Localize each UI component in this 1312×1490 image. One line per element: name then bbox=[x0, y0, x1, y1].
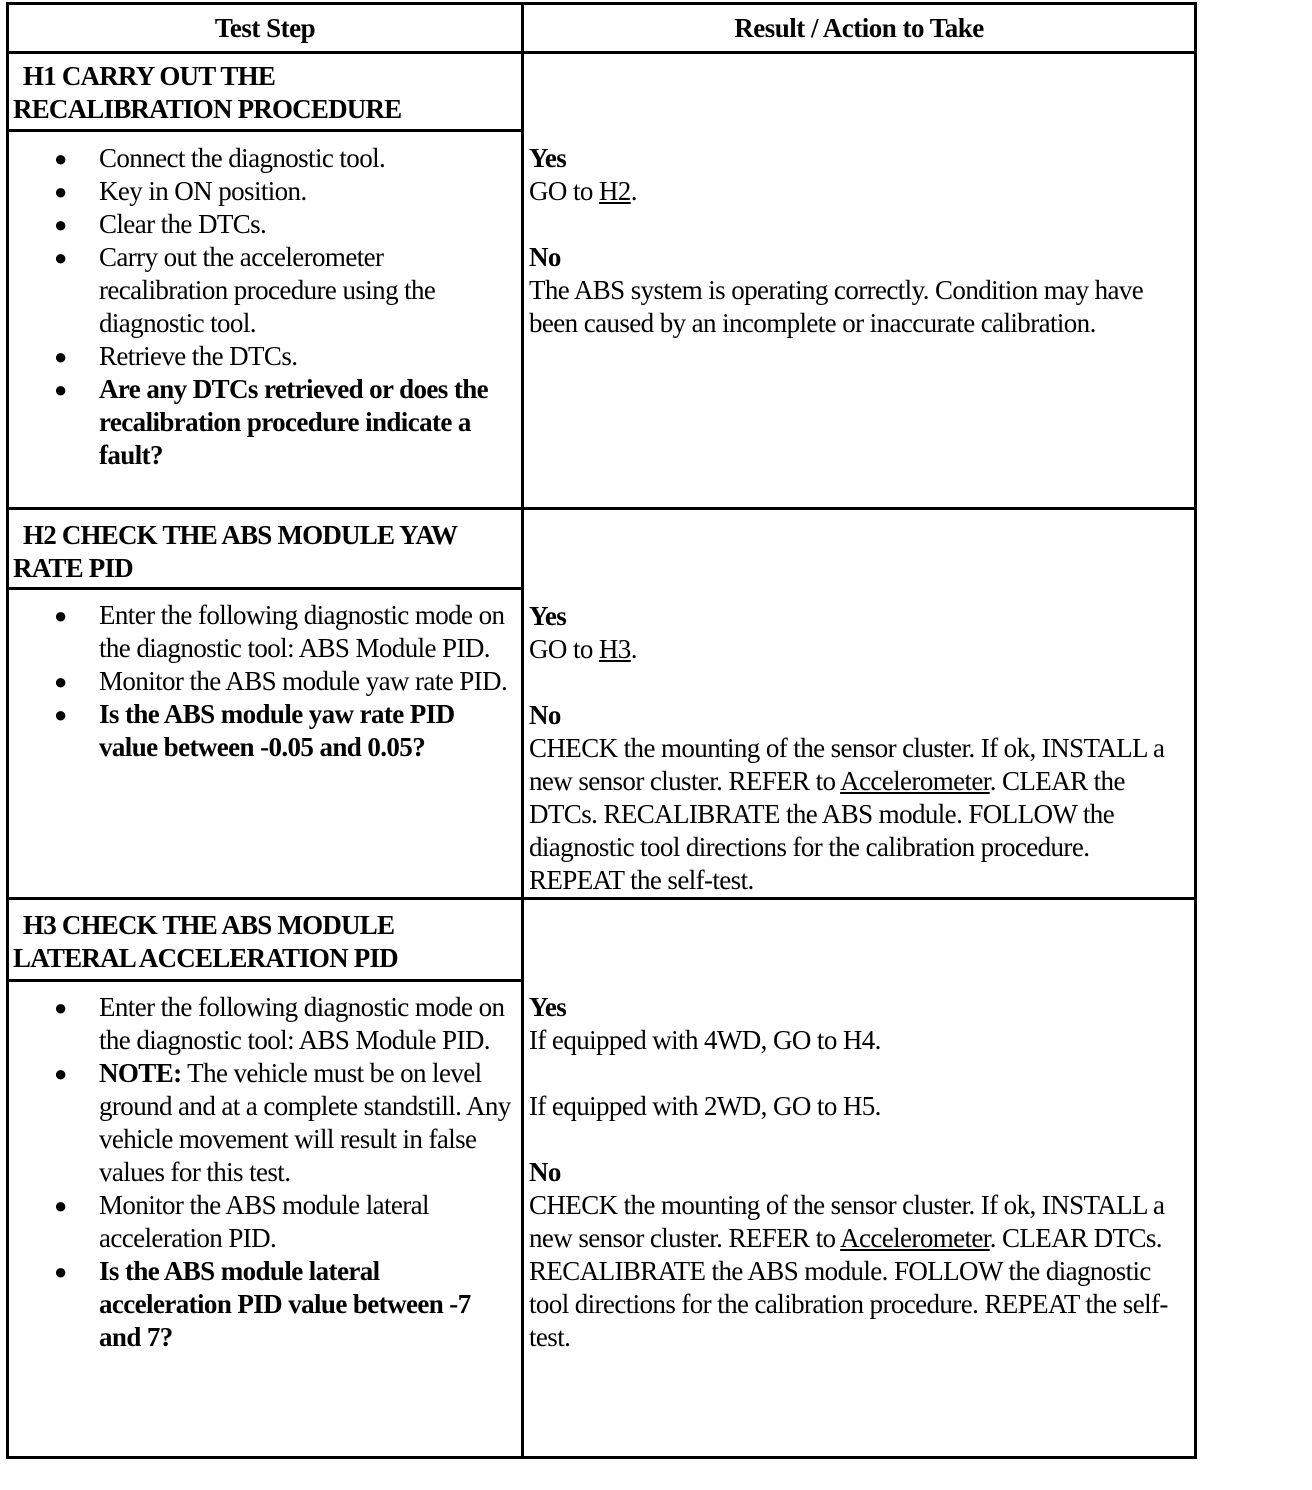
h1-title-line2: RECALIBRATION PROCEDURE bbox=[13, 94, 402, 124]
column-divider bbox=[521, 5, 524, 1456]
h1-question: ● Are any DTCs retrieved or does the recalibration procedure indicate a fault? bbox=[54, 374, 489, 470]
list-item: ● Monitor the ABS module yaw rate PID. bbox=[54, 666, 508, 696]
h3-question: ● Is the ABS module lateral acceleration PID value between -7 and 7? bbox=[54, 1256, 471, 1352]
test-step-header: Test Step bbox=[214, 12, 316, 43]
h3-title-divider bbox=[9, 979, 521, 982]
h2-title-line2: RATE PID bbox=[13, 553, 133, 583]
h1-yes-label: Yes bbox=[529, 143, 567, 173]
list-item: ● Clear the DTCs. bbox=[54, 209, 267, 239]
h2-yes-label: Yes bbox=[529, 601, 567, 631]
h2-procedure bbox=[9, 599, 521, 764]
note-label: NOTE: bbox=[99, 1058, 182, 1088]
h2-title-line1: H2 CHECK THE ABS MODULE YAW bbox=[23, 520, 458, 550]
list-item: ● Enter the following diagnostic mode on the diagnostic tool: ABS Module PID. bbox=[54, 992, 505, 1055]
h1-no-label: No bbox=[529, 242, 561, 272]
link-accelerometer[interactable]: Accelerometer bbox=[840, 766, 990, 796]
h3-title-line1: H3 CHECK THE ABS MODULE bbox=[23, 910, 395, 940]
result-action-header: Result / Action to Take bbox=[734, 12, 984, 43]
list-item-note: ● NOTE: The vehicle must be on level ground and at a complete standstill. Any vehicle movement will result in false values for this test. bbox=[54, 1058, 511, 1187]
h3-no-action: CHECK the mounting of the sensor cluster. If ok, INSTALL a new sensor cluster. REFER to Accelerometer. CLEAR DTCs. RECALIBRATE the ABS module. FOLLOW the diagnostic tool directions for the calibration procedure. REPEAT the self-test. bbox=[529, 1190, 1168, 1352]
h2-no-label: No bbox=[529, 700, 561, 730]
h3-yes-action-2wd: If equipped with 2WD, GO to H5. bbox=[529, 1091, 881, 1121]
h1-result bbox=[529, 142, 1189, 340]
h3-title bbox=[13, 909, 519, 975]
list-item: ● Monitor the ABS module lateral acceleration PID. bbox=[54, 1190, 429, 1253]
h1-title bbox=[13, 60, 519, 126]
h3-yes-label: Yes bbox=[529, 992, 567, 1022]
h1-procedure bbox=[9, 142, 521, 472]
diagnostic-table bbox=[6, 2, 1197, 1459]
h1-title-divider bbox=[9, 129, 521, 132]
h1-title-line1: H1 CARRY OUT THE bbox=[23, 61, 276, 91]
list-item: ● Enter the following diagnostic mode on the diagnostic tool: ABS Module PID. bbox=[54, 600, 505, 663]
link-accelerometer[interactable]: Accelerometer bbox=[840, 1223, 990, 1253]
link-h3[interactable]: H3 bbox=[598, 634, 631, 664]
list-item: ● Connect the diagnostic tool. bbox=[54, 143, 386, 173]
h2-yes-action: GO to H3. bbox=[529, 634, 637, 664]
h2-no-action: CHECK the mounting of the sensor cluster. If ok, INSTALL a new sensor cluster. REFER to Accelerometer. CLEAR the DTCs. RECALIBRATE the ABS module. FOLLOW the diagnostic tool directions for the calibration procedure. REPEAT the self-test. bbox=[529, 733, 1165, 895]
h1-yes-action: GO to H2. bbox=[529, 176, 637, 206]
h3-title-line2: LATERAL ACCELERATION PID bbox=[13, 943, 398, 973]
h2-title-divider bbox=[9, 587, 521, 590]
link-h2[interactable]: H2 bbox=[598, 176, 631, 206]
h3-no-label: No bbox=[529, 1157, 561, 1187]
list-item: ● Key in ON position. bbox=[54, 176, 307, 206]
h1-row-divider bbox=[9, 507, 1194, 510]
h2-row-divider bbox=[9, 897, 1194, 900]
h3-yes-action-4wd: If equipped with 4WD, GO to H4. bbox=[529, 1025, 881, 1055]
h2-question: ● Is the ABS module yaw rate PID value between -0.05 and 0.05? bbox=[54, 699, 455, 762]
list-item: ● Carry out the accelerometer recalibration procedure using the diagnostic tool. bbox=[54, 242, 436, 338]
h2-title bbox=[13, 519, 519, 585]
h3-result bbox=[529, 991, 1189, 1354]
header-divider bbox=[9, 51, 1194, 54]
h3-procedure bbox=[9, 991, 521, 1354]
h1-no-action: The ABS system is operating correctly. Condition may have been caused by an incomplete or inaccurate calibration. bbox=[529, 275, 1144, 338]
h2-result bbox=[529, 600, 1189, 897]
list-item: ● Retrieve the DTCs. bbox=[54, 341, 298, 371]
